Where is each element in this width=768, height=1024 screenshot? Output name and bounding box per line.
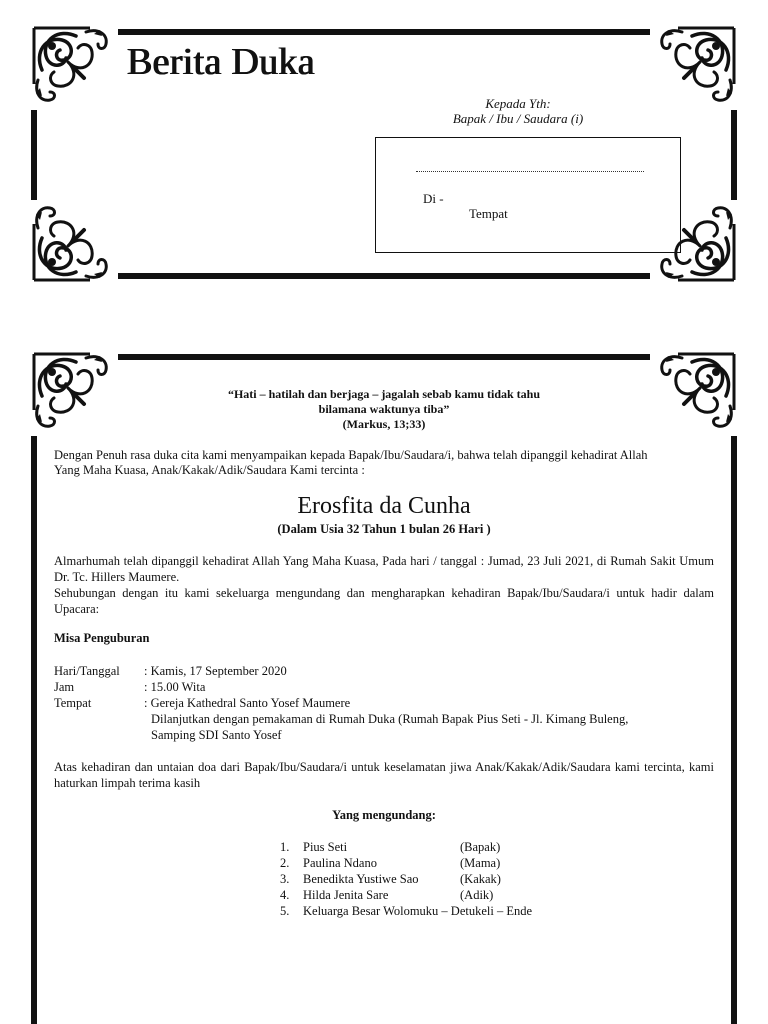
schedule-label: Hari/Tanggal xyxy=(54,664,120,678)
schedule-value: : Kamis, 17 September 2020 xyxy=(144,664,287,678)
family-number: 5. xyxy=(280,904,290,918)
death-notice: Almarhumah telah dipanggil kehadirat Allah Yang Maha Kuasa, Pada hari / tanggal : Jumad, 23 Juli 2021, di Rumah Sakit Umum Dr. Tc. Hillers Maumere. xyxy=(54,554,714,584)
address-dotted-line xyxy=(416,171,644,172)
envelope-title: Berita Duka xyxy=(127,41,315,83)
schedule-continuation: Samping SDI Santo Yosef xyxy=(151,728,282,742)
deceased-name: Erosfita da Cunha xyxy=(297,493,471,519)
thanks-text: Atas kehadiran dan untaian doa dari Bapak/Ibu/Saudara/i untuk keselamatan jiwa Anak/Kakak/Adik/Saudara kami tercinta, kami haturkan limpah terima kasih xyxy=(54,760,714,790)
family-name: Keluarga Besar Wolomuku – Detukeli – Ende xyxy=(303,904,533,918)
age-note: (Dalam Usia 32 Tahun 1 bulan 26 Hari ) xyxy=(277,522,491,536)
address-box xyxy=(375,137,681,253)
family-number: 3. xyxy=(280,872,290,886)
schedule-continuation: Dilanjutkan dengan pemakaman di Rumah Duka (Rumah Bapak Pius Seti - Jl. Kimang Buleng, xyxy=(151,712,629,726)
schedule-label: Jam xyxy=(54,680,75,694)
schedule-value: : Gereja Kathedral Santo Yosef Maumere xyxy=(144,696,351,710)
invitation-text: Sehubungan dengan itu kami sekeluarga mengundang dan mengharapkan kehadiran Bapak/Ibu/Saudara/i untuk hadir dalam Upacara: xyxy=(54,586,714,616)
family-number: 2. xyxy=(280,856,290,870)
quote-reference: (Markus, 13;33) xyxy=(342,417,426,431)
addressee-line1: Kepada Yth: xyxy=(485,96,551,111)
intro-line2: Yang Maha Kuasa, Anak/Kakak/Adik/Saudara Kami tercinta : xyxy=(54,463,365,477)
ceremony-title: Misa Penguburan xyxy=(54,631,150,645)
family-relation: (Bapak) xyxy=(460,840,501,854)
di-label: Di - xyxy=(423,191,444,206)
inviter-title: Yang mengundang: xyxy=(332,808,436,822)
place-label: Tempat xyxy=(469,206,508,221)
quote-line2: bilamana waktunya tiba” xyxy=(318,402,450,416)
family-name: Hilda Jenita Sare xyxy=(303,888,389,902)
schedule-value: : 15.00 Wita xyxy=(144,680,206,694)
family-name: Benedikta Yustiwe Sao xyxy=(303,872,419,886)
quote-line1: “Hati – hatilah dan berjaga – jagalah sebab kamu tidak tahu xyxy=(227,387,541,401)
family-relation: (Mama) xyxy=(460,856,501,870)
family-number: 1. xyxy=(280,840,290,854)
family-relation: (Adik) xyxy=(460,888,494,902)
family-relation: (Kakak) xyxy=(460,872,501,886)
addressee-line2: Bapak / Ibu / Saudara (i) xyxy=(452,111,584,126)
schedule-label: Tempat xyxy=(54,696,92,710)
intro-line1: Dengan Penuh rasa duka cita kami menyampaikan kepada Bapak/Ibu/Saudara/i, bahwa telah dipanggil kehadirat Allah xyxy=(54,448,648,462)
family-name: Paulina Ndano xyxy=(303,856,377,870)
envelope-frame xyxy=(0,0,768,300)
family-number: 4. xyxy=(280,888,290,902)
family-name: Pius Seti xyxy=(303,840,348,854)
